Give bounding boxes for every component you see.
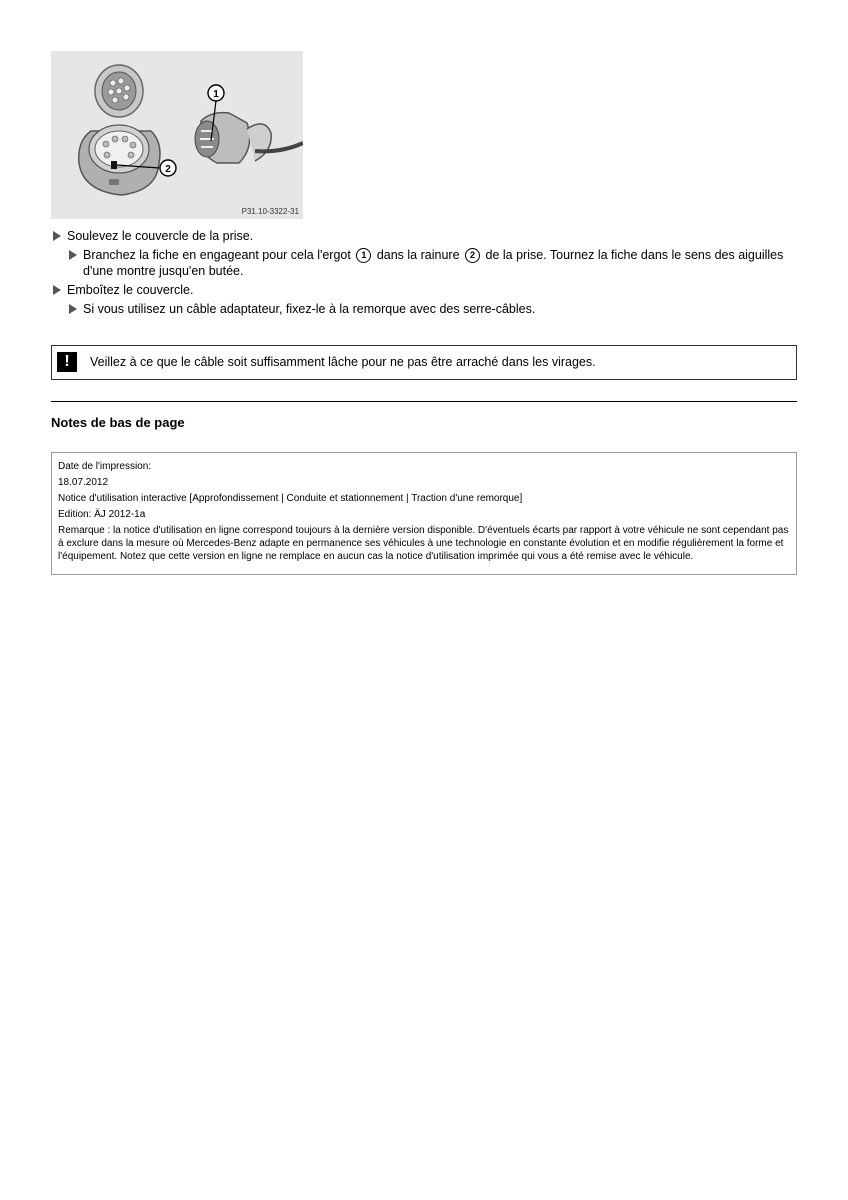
step-insert-plug <box>67 247 801 279</box>
step-adapter-cable <box>67 301 801 317</box>
figure-callout-2: 2 <box>165 164 171 175</box>
step-close-cover <box>51 282 801 298</box>
figure-code: P31.10-3322-31 <box>241 207 299 216</box>
notice-path: Notice d'utilisation interactive [Approfondissement | Conduite et stationnement | Traction d'une remorque] <box>58 493 523 504</box>
step-text: Emboîtez le couvercle. <box>67 283 194 297</box>
callout-2-icon: 2 <box>465 248 480 263</box>
exclamation-icon: ! <box>57 352 77 372</box>
step-text-a: Branchez la fiche en engageant pour cela l'ergot <box>83 248 351 262</box>
footnotes-title: Notes de bas de page <box>51 415 185 430</box>
arrow-icon <box>69 304 77 314</box>
warning-box <box>51 345 797 380</box>
footnotes-box <box>51 452 797 575</box>
socket-illustration <box>51 51 303 219</box>
instruction-list <box>51 228 801 320</box>
remark: Remarque : la notice d'utilisation en ligne correspond toujours à la dernière version disponible. D'éventuels écarts par rapport à votre véhicule ne sont cependant pas à exclure dans la mesure où Mercedes-Benz adapte en permanence ses véhicules à une technologie en constante évolution et en modifie régulièrement la forme et l'équipement. Notez que cette version en ligne ne remplace en aucun cas la notice d'utilisation imprimée qui vous a été remise avec le véhicule. <box>58 525 789 562</box>
edition: Edition: ÄJ 2012-1a <box>58 509 146 520</box>
figure-callout-1: 1 <box>213 89 219 100</box>
step-text: Soulevez le couvercle de la prise. <box>67 229 254 243</box>
divider <box>51 401 797 402</box>
step-text: Si vous utilisez un câble adaptateur, fixez-le à la remorque avec des serre-câbles. <box>83 302 536 316</box>
step-text-b: dans la rainure <box>376 248 460 262</box>
callout-1-icon: 1 <box>356 248 371 263</box>
step-text-c: de la prise. Tournez la fiche dans le sens des aiguilles d'une montre jusqu'en butée. <box>83 248 784 278</box>
arrow-icon <box>69 250 77 260</box>
step-lift-cover <box>51 228 801 244</box>
arrow-icon <box>53 285 61 295</box>
socket-plug-drawing <box>51 51 303 219</box>
warning-text: Veillez à ce que le câble soit suffisamment lâche pour ne pas être arraché dans les virages. <box>90 355 596 369</box>
print-date: 18.07.2012 <box>58 477 109 488</box>
print-date-label: Date de l'impression: <box>58 461 152 472</box>
arrow-icon <box>53 231 61 241</box>
